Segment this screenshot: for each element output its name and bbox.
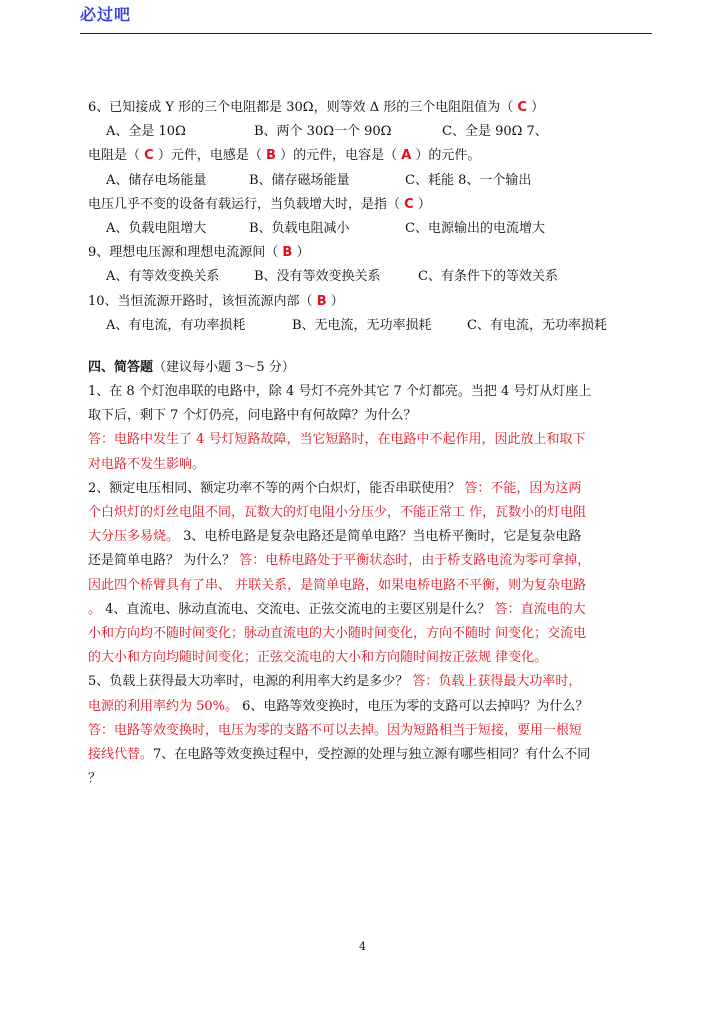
question-6-answer: C [517, 100, 527, 115]
question-6-stem: 6、已知接成 Y 形的三个电阻都是 30Ω，则等效 Δ 形的三个电阻阻值为（ [88, 100, 514, 115]
answer-text: 答：电路中发生了 4 号灯短路故障，当它短路时，在电路中不起作用，因此放上和取下 [88, 432, 586, 448]
q10-option-c: C、有电流，无功率损耗 [467, 317, 607, 333]
answer-text: 答：不能，因为这两 [464, 480, 582, 496]
text-run: 4、直流电、脉动直流电、交流电、正弦交流电的主要区别是什么？ [101, 601, 491, 617]
answer-line [88, 574, 653, 598]
answer-text: 电源的利用率约为 50%。 [88, 698, 239, 714]
q6-option-b: B、两个 30Ω一个 90Ω [254, 124, 392, 140]
answer-line [88, 719, 653, 743]
question-9 [88, 241, 653, 265]
q10-option-a: A、有电流，有功率损耗 [106, 317, 246, 333]
section-4-line [88, 477, 653, 501]
section-4-note: （建议每小题 3～5 分） [153, 359, 295, 375]
question-8-answer: C [404, 196, 414, 212]
q7-option-c: C、耗能 8、一个输出 [405, 172, 532, 188]
question-7-answer-3: A [401, 148, 412, 164]
answer-text: 答：负载上获得最大功率时， [412, 674, 582, 690]
question-8-close: ） [417, 196, 431, 212]
question-10-answer: B [316, 293, 327, 309]
question-7-part2: ）元件，电感是（ [157, 148, 262, 164]
section-4-line [88, 525, 653, 549]
section-4-line [88, 598, 653, 622]
q6-option-c: C、全是 90Ω 7、 [442, 124, 548, 140]
question-6 [88, 96, 653, 120]
text-run: 3、电桥电路是复杂电路还是简单电路？当电桥平衡时，它是复杂电路 [179, 529, 582, 545]
answer-line [88, 428, 653, 452]
question-7-answer-1: C [144, 148, 154, 164]
question-7-part3: ）的元件，电容是（ [280, 148, 398, 164]
page-number: 4 [359, 940, 366, 953]
q7-option-a: A、储存电场能量 [106, 172, 207, 188]
text-run: 6、电路等效变换时，电压为零的支路可以去掉吗？为什么？ [238, 698, 589, 714]
q7-option-b: B、储存磁场能量 [249, 172, 350, 188]
text-run: 7、在电路等效变换过程中，受控源的处理与独立源有哪些相同？有什么不同 [153, 746, 591, 762]
answer-text: 答：电路等效变换时，电压为零的支路不可以去掉。因为短路相当于短接，要用一根短 [88, 722, 583, 738]
q9-option-b: B、没有等效变换关系 [254, 269, 381, 285]
section-4-line [88, 767, 653, 791]
question-6-options [88, 120, 653, 144]
answer-text: 答：直流电的大 [494, 601, 586, 617]
section-4-heading [88, 356, 653, 380]
text-run: 2、额定电压相同、额定功率不等的两个白炽灯，能否串联使用？ [88, 480, 461, 496]
q9-option-a: A、有等效变换关系 [106, 269, 220, 285]
answer-text: 因此四个桥臂具有了串、 并联关系，是简单电路，如果电桥电路不平衡，则为复杂电路 [88, 577, 587, 593]
q8-option-c: C、电源输出的电流增大 [405, 220, 545, 236]
question-7-part4: ）的元件。 [415, 148, 481, 164]
answer-text: 对电路不发生影响。 [88, 456, 206, 472]
answer-text: 小和方向均不随时间变化；脉动直流电的大小随时间变化，方向不随时 间变化；交流电 [88, 625, 587, 641]
question-7-part1: 电阻是（ [88, 148, 141, 164]
question-8-stem: 电压几乎不变的设备有载运行，当负载增大时，是指（ [88, 196, 401, 212]
section-4-line [88, 670, 653, 694]
q10-option-b: B、无电流，无功率损耗 [292, 317, 432, 333]
answer-line [88, 453, 653, 477]
text-run: 取下后，剩下 7 个灯仍亮，问电路中有何故障？为什么？ [88, 408, 417, 424]
question-9-options [88, 265, 653, 289]
section-4-title: 四、简答题 [88, 359, 154, 375]
text-run: ？ [88, 771, 102, 787]
question-9-answer: B [282, 245, 293, 261]
text-run: 1、在 8 个灯泡串联的电路中，除 4 号灯不亮外其它 7 个灯都亮。当把 4 号灯从灯座上 [88, 384, 592, 400]
question-6-close: ） [531, 100, 545, 115]
header-logo: 必过吧 [80, 5, 132, 24]
question-10-stem: 10、当恒流源开路时，该恒流源内部（ [88, 293, 313, 309]
answer-line [88, 501, 653, 525]
question-9-close: ） [296, 245, 310, 261]
section-4-line [88, 404, 653, 428]
section-4-line [88, 743, 653, 767]
answer-text: 个白炽灯的灯丝电阻不同，瓦数大的灯电阻小分压少，不能正常工 作，瓦数小的灯电阻 [88, 505, 587, 520]
q9-option-c: C、有条件下的等效关系 [418, 269, 558, 285]
question-9-stem: 9、理想电压源和理想电流源间（ [88, 245, 279, 261]
question-10-close: ） [330, 293, 344, 309]
answer-text: 。 [88, 601, 102, 617]
q8-option-a: A、负载电阻增大 [106, 220, 207, 236]
answer-line [88, 622, 653, 646]
q6-option-a: A、全是 10Ω [106, 124, 186, 140]
text-run: 还是简单电路？ 为什么？ [88, 553, 236, 569]
section-4-line [88, 549, 653, 573]
question-10-options [88, 314, 653, 338]
question-7 [88, 144, 653, 168]
question-7-answer-2: B [266, 148, 276, 164]
section-4-line [88, 380, 653, 404]
header-divider [80, 33, 652, 34]
answer-line [88, 646, 653, 670]
section-4-line [88, 695, 653, 719]
question-7-options [88, 169, 653, 193]
answer-text: 接线代替。 [88, 746, 154, 762]
answer-text: 答：电桥电路处于平衡状态时，由于桥支路电流为零可拿掉， [239, 553, 591, 569]
text-run: 5、负载上获得最大功率时，电源的利用率大约是多少？ [88, 674, 409, 690]
q8-option-b: B、负载电阻减小 [249, 220, 350, 236]
answer-text: 大分压多易烧。 [88, 529, 180, 545]
question-8-options [88, 217, 653, 241]
question-8 [88, 193, 653, 217]
question-10 [88, 290, 653, 314]
answer-text: 的大小和方向均随时间变化；正弦交流电的大小和方向随时间按正弦规 律变化。 [88, 650, 548, 666]
document-body [88, 96, 653, 791]
